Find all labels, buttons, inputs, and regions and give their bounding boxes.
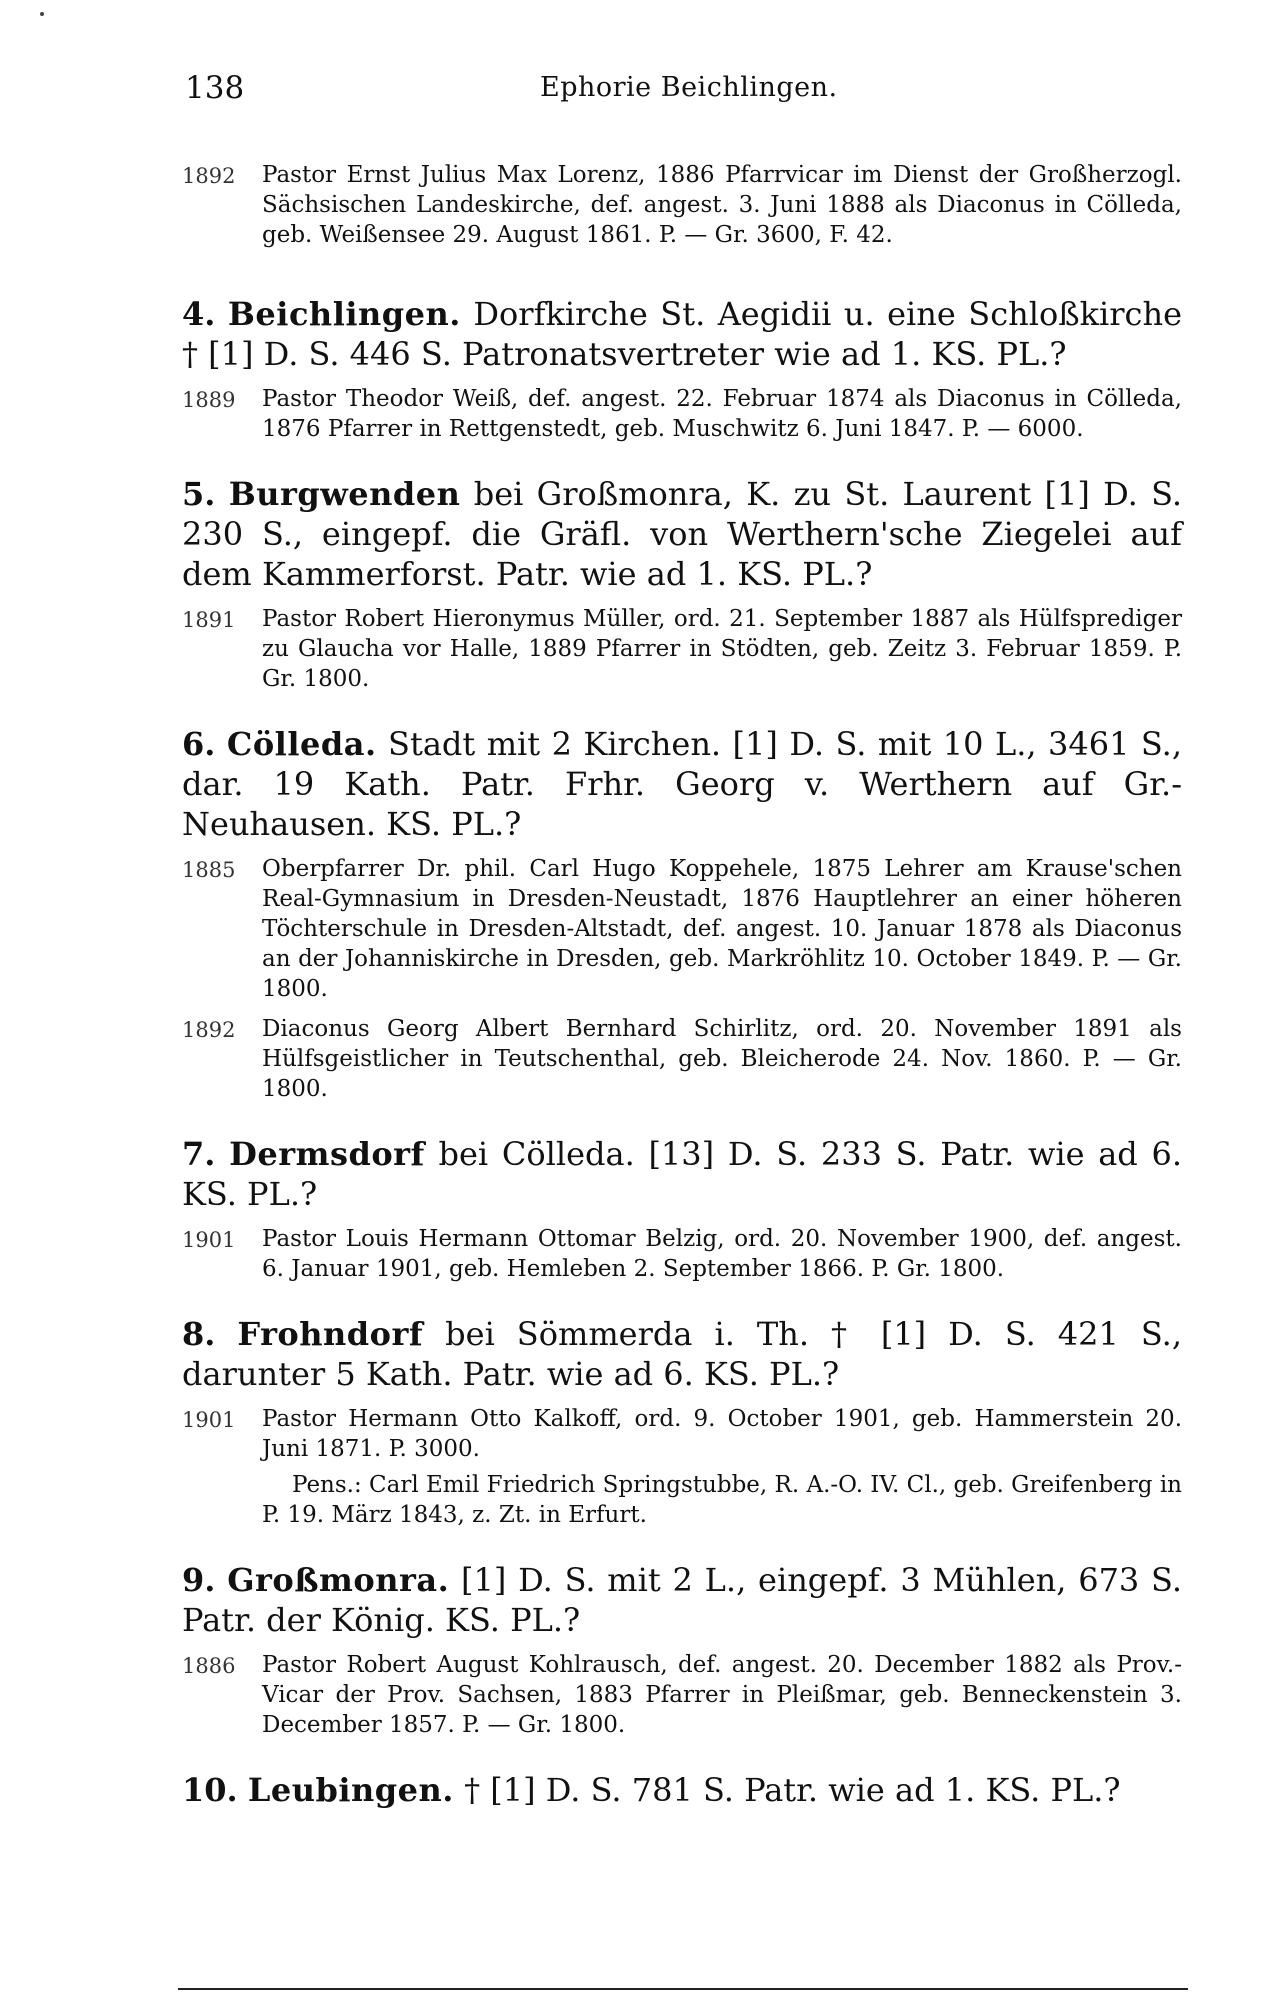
page-header (185, 70, 1185, 120)
place-number: 10. (182, 1771, 238, 1809)
entry-year: 1892 (182, 164, 236, 188)
entry-year: 1901 (182, 1228, 236, 1252)
entry-text: Pastor Hermann Otto Kalkoff, ord. 9. October 1901, geb. Hammerstein 20. Juni 1871. P. 3000. (262, 1406, 1182, 1462)
place-heading (182, 294, 1182, 374)
incumbent-entry (182, 1224, 1182, 1284)
page-number: 138 (185, 70, 245, 106)
page-bottom-rule (178, 1988, 1188, 1990)
entry-text: Pastor Robert Hieronymus Müller, ord. 21. September 1887 als Hülfsprediger zu Glaucha vor Halle, 1889 Pfarrer in Stödten, geb. Zeitz 3. Februar 1859. P. Gr. 1800. (262, 606, 1182, 692)
entry-text: Pastor Louis Hermann Ottomar Belzig, ord. 20. November 1900, def. angest. 6. Januar 1901, geb. Hemleben 2. September 1866. P. Gr. 1800. (262, 1226, 1182, 1282)
place-heading (182, 1314, 1182, 1394)
incumbent-entry (182, 384, 1182, 444)
place-description: bei Sömmerda i. Th. † [1] D. S. 421 S., darunter 5 Kath. Patr. wie ad 6. KS. PL.? (182, 1315, 1182, 1393)
place-name: Cölleda. (226, 725, 377, 763)
place-name: Großmonra. (227, 1561, 450, 1599)
entry-text: Pastor Theodor Weiß, def. angest. 22. Februar 1874 als Diaconus in Cölleda, 1876 Pfarrer in Rettgenstedt, geb. Muschwitz 6. Juni 1847. P. — 6000. (262, 386, 1182, 442)
running-title: Ephorie Beichlingen. (540, 72, 838, 103)
entry-text: Diaconus Georg Albert Bernhard Schirlitz, ord. 20. November 1891 als Hülfsgeistlicher in Teutschenthal, geb. Bleicherode 24. Nov. 1860. P. — Gr. 1800. (262, 1016, 1182, 1102)
place-heading (182, 724, 1182, 844)
place-description: † [1] D. S. 781 S. Patr. wie ad 1. KS. PL.? (464, 1771, 1121, 1809)
incumbent-entry (182, 1404, 1182, 1464)
place-heading (182, 1560, 1182, 1640)
place-description: bei Großmonra, K. zu St. Laurent [1] D. S. 230 S., eingepf. die Gräfl. von Werthern'sche Ziegelei auf dem Kammerforst. Patr. wie ad 1. KS. PL.? (182, 475, 1183, 593)
place-name: Beichlingen. (227, 295, 461, 333)
incumbent-entry (182, 160, 1182, 250)
entry-year: 1889 (182, 388, 236, 412)
place-number: 7. (182, 1135, 216, 1173)
entry-text: Oberpfarrer Dr. phil. Carl Hugo Koppehele, 1875 Lehrer am Krause'schen Real-Gymnasium in Dresden-Neustadt, 1876 Hauptlehrer an einer höheren Töchterschule in Dresden-Altstadt, def. angest. 10. Januar 1878 als Diaconus an der Johanniskirche in Dresden, geb. Markröhlitz 10. October 1849. P. — Gr. 1800. (262, 856, 1182, 1002)
entry-year: 1886 (182, 1654, 236, 1678)
incumbent-entry (182, 854, 1182, 1004)
place-heading (182, 474, 1182, 594)
entry-text: Pastor Ernst Julius Max Lorenz, 1886 Pfarrvicar im Dienst der Großherzogl. Sächsischen Landeskirche, def. angest. 3. Juni 1888 als Diaconus in Cölleda, geb. Weißensee 29. August 1861. P. — Gr. 3600, F. 42. (262, 162, 1182, 248)
place-description: Stadt mit 2 Kirchen. [1] D. S. mit 10 L., 3461 S., dar. 19 Kath. Patr. Frhr. Georg v. Werthern auf Gr.-Neuhausen. KS. PL.? (182, 725, 1182, 843)
place-name: Leubingen. (247, 1771, 454, 1809)
place-name: Dermsdorf (229, 1135, 425, 1173)
entry-year: 1885 (182, 858, 236, 882)
entry-text: Pastor Robert August Kohlrausch, def. angest. 20. December 1882 als Prov.-Vicar der Prov. Sachsen, 1883 Pfarrer in Pleißmar, geb. Benneckenstein 3. December 1857. P. — Gr. 1800. (262, 1652, 1182, 1738)
page-body (182, 160, 1182, 1820)
incumbent-entry (182, 1014, 1182, 1104)
incumbent-entry (182, 1650, 1182, 1740)
place-number: 6. (182, 725, 216, 763)
place-number: 8. (182, 1315, 216, 1353)
place-name: Frohndorf (237, 1315, 424, 1353)
place-description: bei Cölleda. [13] D. S. 233 S. Patr. wie ad 6. KS. PL.? (182, 1135, 1183, 1213)
speck-mark (40, 12, 44, 16)
place-description: Dorfkirche St. Aegidii u. eine Schloßkirche † [1] D. S. 446 S. Patronatsvertreter wie ad 1. KS. PL.? (182, 295, 1183, 373)
entry-year: 1892 (182, 1018, 236, 1042)
place-name: Burgwenden (228, 475, 461, 513)
pensioner-note: Pens.: Carl Emil Friedrich Springstubbe, R. A.-O. IV. Cl., geb. Greifenberg in P. 19. März 1843, z. Zt. in Erfurt. (262, 1472, 1182, 1528)
place-heading (182, 1770, 1182, 1810)
incumbent-entry (182, 604, 1182, 694)
place-description: [1] D. S. mit 2 L., eingepf. 3 Mühlen, 673 S. Patr. der König. KS. PL.? (182, 1561, 1183, 1639)
entry-year: 1891 (182, 608, 236, 632)
place-number: 4. (182, 295, 216, 333)
place-heading (182, 1134, 1182, 1214)
place-number: 5. (182, 475, 216, 513)
entry-year: 1901 (182, 1408, 236, 1432)
place-number: 9. (182, 1561, 216, 1599)
